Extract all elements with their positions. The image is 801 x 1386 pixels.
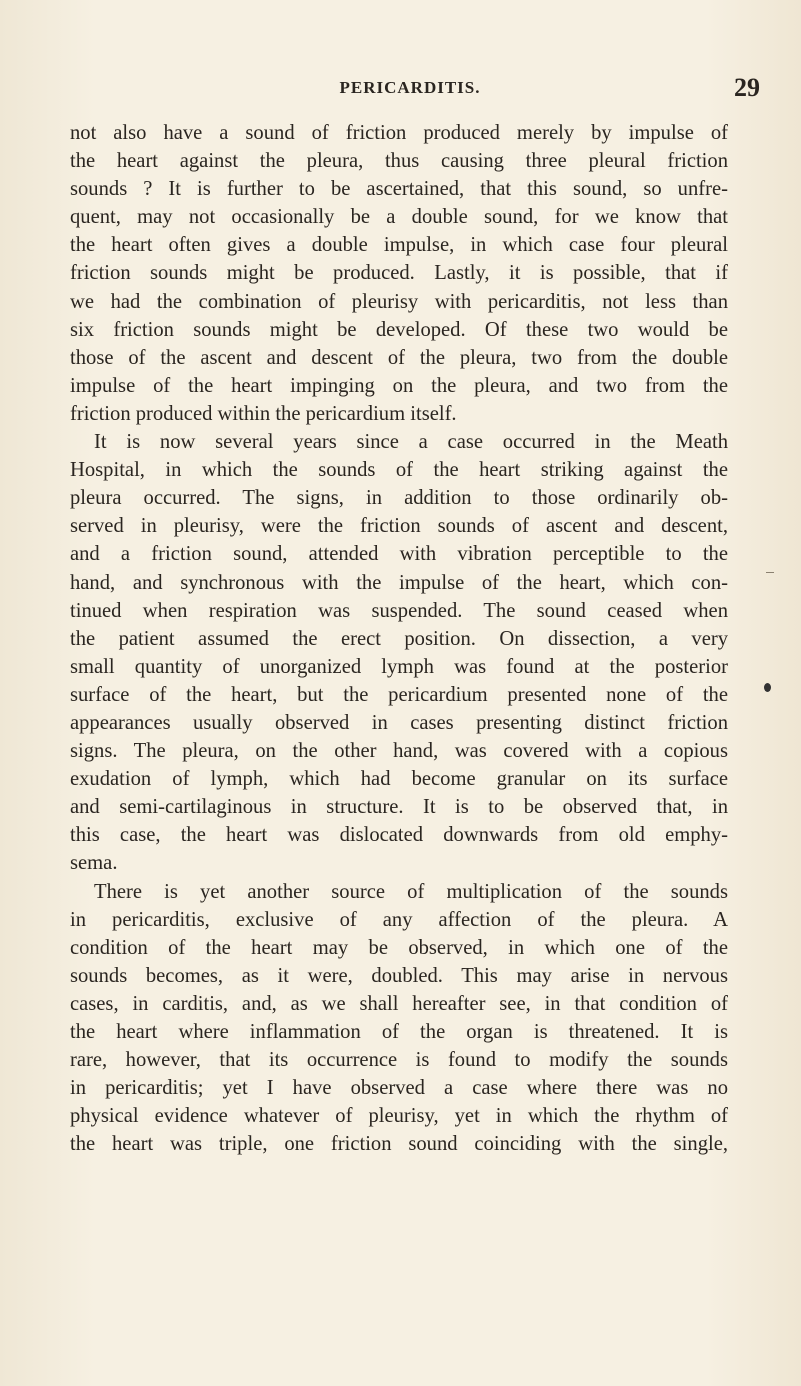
text-line: this case, the heart was dislocated downwards from old emphy- — [70, 824, 728, 847]
paragraph-start-line: There is yet another source of multiplication of the sounds — [94, 880, 728, 903]
ink-spot-mark — [764, 683, 771, 692]
text-line: sounds ? It is further to be ascertained, that this sound, so unfre- — [70, 178, 728, 201]
text-line: not also have a sound of friction produced merely by impulse of — [70, 122, 728, 144]
text-line: exudation of lymph, which had become granular on its surface — [70, 768, 728, 791]
text-line: friction sounds might be produced. Lastly, it is possible, that if — [70, 262, 728, 285]
text-line: the heart where inflammation of the organ is threatened. It is — [70, 1021, 728, 1043]
running-head: PERICARDITIS. — [339, 78, 481, 97]
paragraph-start-line: It is now several years since a case occurred in the Meath — [94, 431, 728, 454]
text-line: friction produced within the pericardium itself. — [70, 402, 457, 425]
text-line: surface of the heart, but the pericardium presented none of the — [70, 683, 728, 706]
text-line: in pericarditis; yet I have observed a case where there was no — [70, 1077, 728, 1100]
text-line: cases, in carditis, and, as we shall hereafter see, in that condition of — [70, 992, 728, 1015]
text-line: pleura occurred. The signs, in addition to those ordinarily ob- — [70, 487, 728, 510]
body-text — [70, 119, 728, 1158]
margin-dash-mark — [766, 572, 774, 573]
text-line: sounds becomes, as it were, doubled. This may arise in nervous — [70, 964, 728, 987]
text-line: quent, may not occasionally be a double sound, for we know that — [70, 206, 728, 229]
text-line: tinued when respiration was suspended. The sound ceased when — [70, 599, 728, 622]
text-line: the patient assumed the erect position. On dissection, a very — [70, 627, 728, 650]
text-line: six friction sounds might be developed. Of these two would be — [70, 318, 728, 341]
text-line: appearances usually observed in cases presenting distinct friction — [70, 711, 728, 734]
text-line: the heart often gives a double impulse, in which case four pleural — [70, 234, 728, 257]
text-line: small quantity of unorganized lymph was found at the posterior — [70, 655, 728, 678]
text-line: we had the combination of pleurisy with pericarditis, not less than — [70, 290, 728, 313]
page-number: 29 — [734, 73, 760, 102]
text-line: and a friction sound, attended with vibration perceptible to the — [70, 543, 728, 566]
text-line: sema. — [70, 852, 118, 875]
text-line: in pericarditis, exclusive of any affection of the pleura. A — [70, 908, 728, 931]
text-line: Hospital, in which the sounds of the heart striking against the — [70, 459, 728, 482]
text-line: signs. The pleura, on the other hand, was covered with a copious — [70, 740, 728, 763]
text-line: and semi-cartilaginous in structure. It is to be observed that, in — [70, 796, 728, 819]
text-line: hand, and synchronous with the impulse of the heart, which con- — [70, 571, 728, 594]
text-line: those of the ascent and descent of the pleura, two from the double — [70, 346, 728, 369]
text-line: the heart was triple, one friction sound coinciding with the single, — [70, 1133, 728, 1156]
text-line: the heart against the pleura, thus causing three pleural friction — [70, 150, 728, 173]
text-line: impulse of the heart impinging on the pleura, and two from the — [70, 374, 728, 397]
text-line: served in pleurisy, were the friction sounds of ascent and descent, — [70, 515, 728, 538]
text-line: physical evidence whatever of pleurisy, yet in which the rhythm of — [70, 1105, 728, 1128]
page-header — [60, 73, 760, 108]
text-line: rare, however, that its occurrence is found to modify the sounds — [70, 1049, 728, 1072]
text-line: condition of the heart may be observed, in which one of the — [70, 936, 728, 959]
